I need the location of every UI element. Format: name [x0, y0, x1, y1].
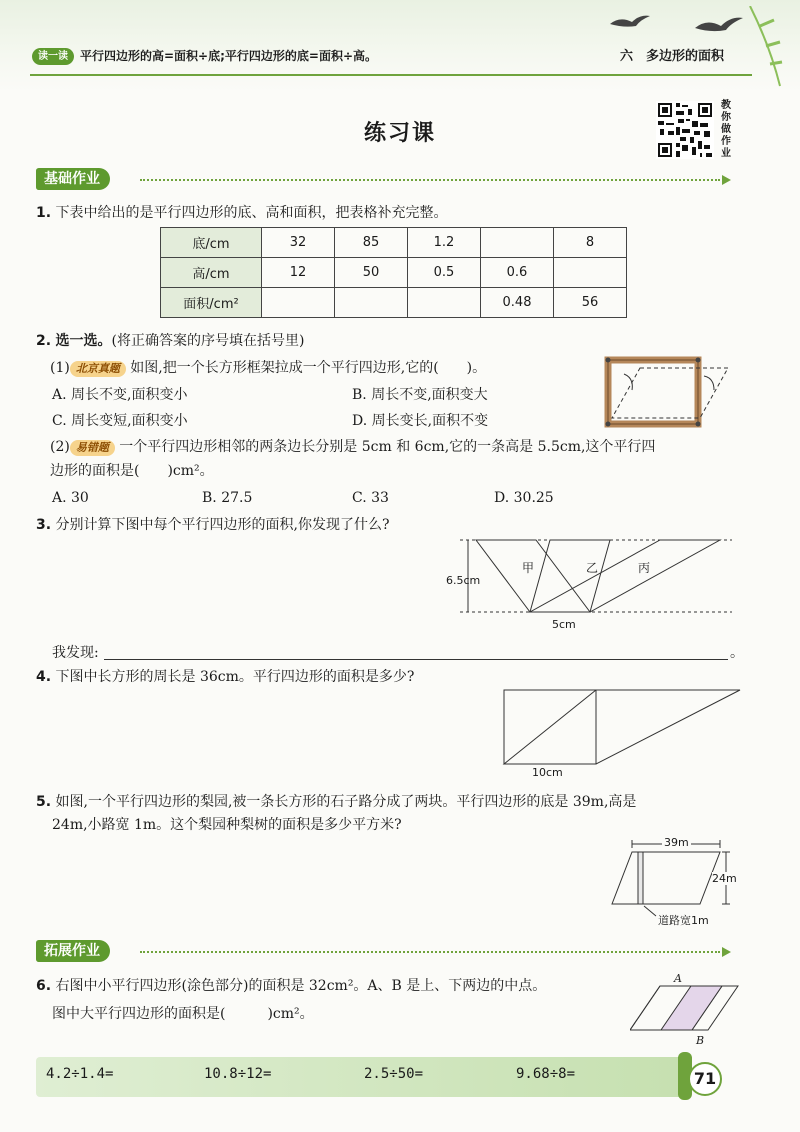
section-divider [140, 179, 720, 181]
base-label: 5cm [552, 618, 576, 631]
question-5 [36, 792, 636, 812]
option-b[interactable]: B. 27.5 [202, 490, 253, 506]
table-cell: 1.2 [408, 228, 481, 258]
table-cell: 32 [262, 228, 335, 258]
question-number: 5. [36, 794, 52, 810]
row-header: 面积/cm² [161, 288, 262, 318]
section-basic: 基础作业 [36, 168, 110, 190]
question-6 [36, 976, 546, 996]
table-cell[interactable] [481, 228, 554, 258]
option-c[interactable]: C. 周长变短,面积变小 [52, 413, 188, 429]
height-label: 6.5cm [446, 574, 481, 587]
question-text: 选一选。 [55, 333, 112, 349]
sub-index: (2) [50, 439, 70, 455]
label-b: B [696, 1034, 705, 1047]
question-note: (将正确答案的序号填在括号里) [111, 333, 305, 349]
arrow-right-icon [722, 175, 731, 185]
table-row [161, 228, 627, 258]
question-5-cont: 24m,小路宽 1m。这个梨园种梨树的面积是多少平方米? [52, 817, 402, 833]
table-cell[interactable] [554, 258, 627, 288]
question-text: 右图中小平行四边形(涂色部分)的面积是 32cm²。A、B 是上、下两边的中点。 [55, 978, 547, 994]
option-d[interactable]: D. 30.25 [494, 490, 554, 506]
qr-label: 教你做作业 [721, 100, 731, 159]
question-text: 分别计算下图中每个平行四边形的面积,你发现了什么? [55, 517, 390, 533]
row-header: 底/cm [161, 228, 262, 258]
option-d[interactable]: D. 周长变长,面积不变 [352, 413, 489, 429]
parallelograms-diagram [440, 532, 740, 632]
table-cell[interactable] [335, 288, 408, 318]
question-number: 4. [36, 669, 52, 685]
page-title: 练习课 [363, 121, 436, 146]
discover-end: 。 [730, 645, 744, 661]
calc-item: 9.68÷8= [516, 1066, 576, 1082]
question-text: 如图,把一个长方形框架拉成一个平行四边形,它的( )。 [130, 360, 487, 376]
question-2-2-cont: 边形的面积是( )cm²。 [50, 463, 214, 479]
table-cell: 0.5 [408, 258, 481, 288]
table-cell: 56 [554, 288, 627, 318]
table-cell[interactable] [262, 288, 335, 318]
question-2-2 [50, 437, 655, 457]
discover-answer-line[interactable] [104, 659, 728, 660]
data-table [160, 227, 627, 318]
question-number: 2. [36, 333, 52, 349]
base-label: 39m [664, 836, 689, 849]
qr-code-icon[interactable] [656, 101, 714, 159]
base-label: 10cm [532, 766, 563, 779]
source-tag: 北京真题 [70, 361, 126, 377]
calc-item: 4.2÷1.4= [46, 1066, 114, 1082]
source-tag: 易错题 [70, 440, 115, 456]
option-c[interactable]: C. 33 [352, 490, 389, 506]
section-extend: 拓展作业 [36, 940, 110, 962]
table-cell: 8 [554, 228, 627, 258]
label-jia: 甲 [522, 561, 535, 575]
height-label: 24m [712, 872, 737, 885]
header-tip: 平行四边形的高=面积÷底;平行四边形的底=面积÷高。 [80, 49, 378, 63]
option-a[interactable]: A. 周长不变,面积变小 [52, 387, 188, 403]
frame-diagram [600, 354, 740, 434]
label-bing: 丙 [638, 561, 651, 575]
option-b[interactable]: B. 周长不变,面积变大 [352, 387, 488, 403]
practice-bar [36, 1057, 686, 1097]
road-label: 道路宽1m [658, 914, 709, 927]
discover-label: 我发现: [52, 645, 99, 661]
sub-index: (1) [50, 360, 70, 376]
table-cell: 50 [335, 258, 408, 288]
row-header: 高/cm [161, 258, 262, 288]
question-6-cont: 图中大平行四边形的面积是( )cm²。 [52, 1006, 314, 1022]
question-number: 1. [36, 205, 52, 221]
section-divider [140, 951, 720, 953]
question-3 [36, 515, 389, 535]
question-number: 6. [36, 978, 52, 994]
label-yi: 乙 [586, 561, 599, 575]
question-1 [36, 203, 448, 223]
question-text: 如图,一个平行四边形的梨园,被一条长方形的石子路分成了两块。平行四边形的底是 39m,高是 [55, 794, 637, 810]
calc-item: 10.8÷12= [204, 1066, 272, 1082]
nested-parallelogram-diagram [630, 972, 740, 1052]
read-badge: 读一读 [32, 48, 74, 65]
table-cell: 0.6 [481, 258, 554, 288]
question-text: 一个平行四边形相邻的两条边长分别是 5cm 和 6cm,它的一条高是 5.5cm,这个平行四 [119, 439, 656, 455]
question-2-1 [50, 358, 486, 378]
calc-item: 2.5÷50= [364, 1066, 424, 1082]
rectangle-parallelogram-diagram [500, 686, 745, 768]
header-divider [30, 74, 752, 76]
table-cell: 85 [335, 228, 408, 258]
page-number: 71 [688, 1062, 722, 1096]
option-a[interactable]: A. 30 [52, 490, 89, 506]
arrow-right-icon [722, 947, 731, 957]
chapter-title: 六 多边形的面积 [620, 49, 725, 64]
table-cell[interactable] [408, 288, 481, 318]
table-row [161, 258, 627, 288]
question-4 [36, 667, 414, 687]
question-text: 下表中给出的是平行四边形的底、高和面积，把表格补充完整。 [55, 205, 448, 221]
question-number: 3. [36, 517, 52, 533]
table-cell: 0.48 [481, 288, 554, 318]
table-cell: 12 [262, 258, 335, 288]
label-a: A [674, 972, 682, 985]
question-2 [36, 331, 304, 351]
question-text: 下图中长方形的周长是 36cm。平行四边形的面积是多少? [55, 669, 415, 685]
table-row [161, 288, 627, 318]
